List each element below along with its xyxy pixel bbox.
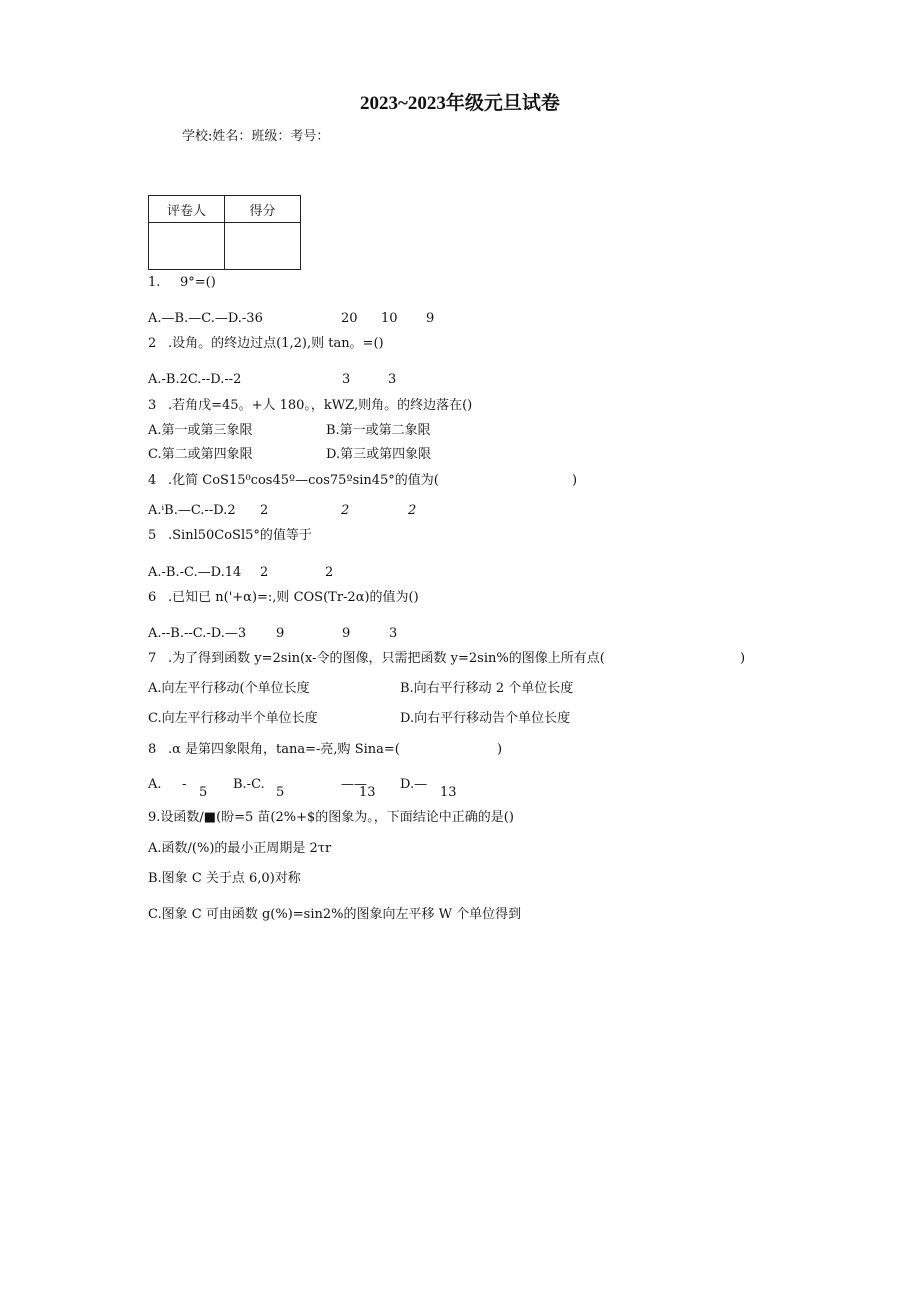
q6-fraction: 3 (389, 626, 398, 641)
q6-number: 6 (148, 590, 157, 605)
q7-number: 7 (148, 651, 157, 666)
q6-fraction: 9 (276, 626, 285, 641)
q7-stem: .为了得到函数 y=2sin(x-令的图像，只需把函数 y=2sin%的图像上所有点( (168, 651, 605, 666)
q8-close-paren: ) (497, 742, 503, 757)
q6-fraction: 9 (342, 626, 351, 641)
q4-fraction: 2 (260, 503, 269, 518)
q7-option-b: B.向右平行移动 2 个单位长度 (400, 681, 574, 696)
q4-fraction: 2 (408, 503, 417, 518)
q2-options: A.-B.2C.--D.--2 (148, 372, 242, 387)
q5-number: 5 (148, 528, 157, 543)
score-cell (225, 223, 301, 270)
q4-options: A.ⁱB.—C.--D.2 (148, 503, 236, 518)
q3-stem: .若角戊=45。+人 180。，kWZ,则角。的终边落在() (168, 398, 473, 413)
q9-option-c: C.图象 C 可由函数 g(%)=sin2%的图象向左平移 W 个单位得到 (148, 907, 522, 922)
q7-close-paren: ) (740, 651, 746, 666)
q7-option-a: A.向左平行移动(个单位长度 (148, 681, 310, 696)
q8-option-c-denominator: 13 (359, 785, 376, 800)
q5-stem: .Sinl50CoSl5°的值等于 (168, 528, 312, 543)
q2-number: 2 (148, 336, 157, 351)
q7-option-d: D.向右平行移动告个单位长度 (400, 711, 571, 726)
q3-option-c: C.第二或第四象限 (148, 447, 253, 462)
q8-option-a-sign: - (182, 777, 187, 792)
q1-fraction: 9 (426, 311, 435, 326)
q9-option-a: A.函数/(%)的最小正周期是 2τr (148, 841, 332, 856)
q2-stem: .设角。的终边过点(1,2),则 tan。=() (168, 336, 384, 351)
q1-fraction: 20 (341, 311, 358, 326)
q3-number: 3 (148, 398, 157, 413)
q8-option-d-denominator: 13 (440, 785, 457, 800)
score-header: 得分 (225, 196, 301, 223)
q1-options: A.—B.—C.—D.-36 (148, 311, 263, 326)
q4-stem: .化简 CoS15⁰cos45º—cos75ºsin45°的值为( (168, 473, 439, 488)
student-info-line: 学校:姓名：班级：考号： (182, 129, 330, 144)
q3-option-d: D.第三或第四象限 (326, 447, 432, 462)
q5-options: A.-B.-C.—D.14 (148, 565, 242, 580)
grader-cell (149, 223, 225, 270)
q1-number: 1. (148, 275, 161, 290)
q8-option-a: A. (148, 777, 162, 792)
q4-close-paren: ) (572, 473, 578, 488)
q5-fraction: 2 (325, 565, 334, 580)
q8-option-b-denominator: 5 (276, 785, 285, 800)
q2-fraction: 3 (342, 372, 351, 387)
q8-number: 8 (148, 742, 157, 757)
q5-fraction: 2 (260, 565, 269, 580)
q3-option-a: A.第一或第三象限 (148, 423, 253, 438)
q9-option-b: B.图象 C 关于点 6,0)对称 (148, 871, 301, 886)
page-title: 2023~2023年级元旦试卷 (360, 93, 560, 114)
q7-option-c: C.向左平行移动半个单位长度 (148, 711, 318, 726)
q8-option-a-denominator: 5 (199, 785, 208, 800)
q2-fraction: 3 (388, 372, 397, 387)
q1-fraction: 10 (381, 311, 398, 326)
q9-stem: 9.设函数/■(盼=5 苗(2%+$的图象为。，下面结论中正确的是() (148, 810, 514, 825)
q6-options: A.--B.--C.-D.—3 (148, 626, 247, 641)
q8-option-bc: B.-C. (233, 777, 265, 792)
grader-header: 评卷人 (149, 196, 225, 223)
q1-stem: 9°=() (180, 275, 216, 290)
q8-stem: .α 是第四象限角，tana=-亮,购 Sina=( (168, 742, 400, 757)
q8-option-c-line: —— (341, 777, 367, 792)
q8-option-d: D.— (400, 777, 428, 792)
q4-number: 4 (148, 473, 157, 488)
q3-option-b: B.第一或第二象限 (326, 423, 431, 438)
q6-stem: .已知已 n('+α)=:,则 COS(Tr-2α)的值为() (168, 590, 419, 605)
q4-fraction: 2 (341, 503, 350, 518)
score-table (148, 195, 301, 270)
